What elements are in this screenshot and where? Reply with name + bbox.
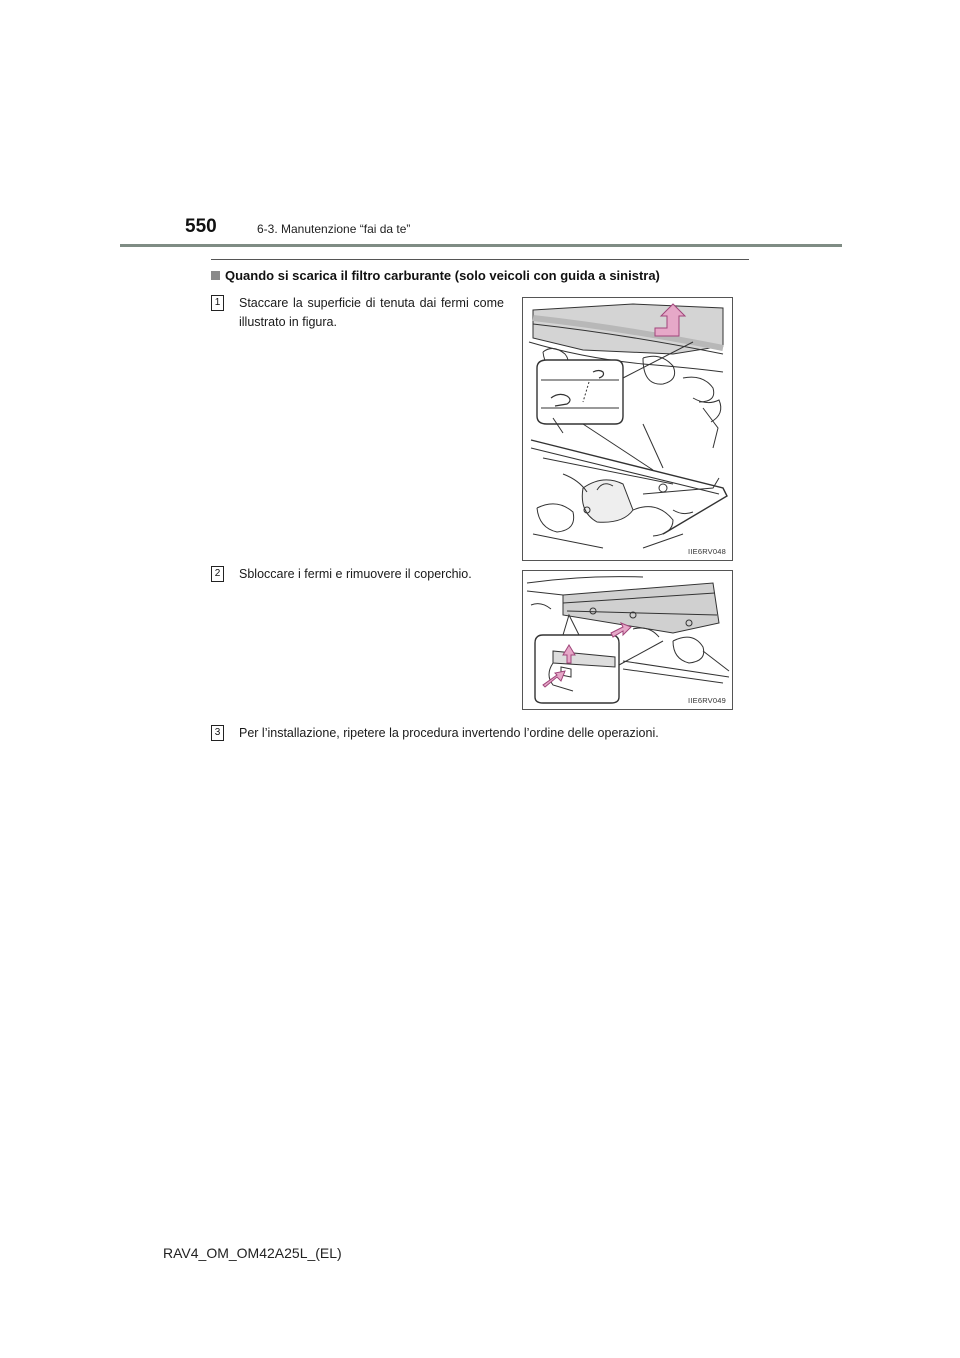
step-text-1: Staccare la superficie di tenuta dai fermi come illustrato in figura.: [239, 296, 504, 329]
procedure-heading-text: Quando si scarica il filtro carburante (solo veicoli con guida a sinistra): [225, 268, 660, 283]
engine-bay-illustration-2: [523, 571, 732, 709]
document-code: RAV4_OM_OM42A25L_(EL): [163, 1245, 342, 1261]
step-text-3: Per l’installazione, ripetere la procedura invertendo l’ordine delle operazioni.: [239, 726, 659, 740]
step-number-1: 1: [211, 295, 224, 311]
step-number-2: 2: [211, 566, 224, 582]
section-divider: [211, 259, 749, 260]
page-number: 550: [185, 216, 217, 237]
step-number-3: 3: [211, 725, 224, 741]
figure-remove-seal: [522, 297, 733, 561]
procedure-heading: [211, 268, 660, 283]
figure-code-1: IIE6RV048: [688, 547, 726, 556]
header-divider: [120, 244, 842, 247]
figure-unlock-cover: [522, 570, 733, 710]
bullet-square-icon: [211, 271, 220, 280]
engine-bay-illustration-1: [523, 298, 732, 560]
step-text-2: Sbloccare i fermi e rimuovere il coperchio.: [239, 567, 472, 581]
figure-code-2: IIE6RV049: [688, 696, 726, 705]
section-title: 6-3. Manutenzione “fai da te”: [257, 222, 411, 236]
